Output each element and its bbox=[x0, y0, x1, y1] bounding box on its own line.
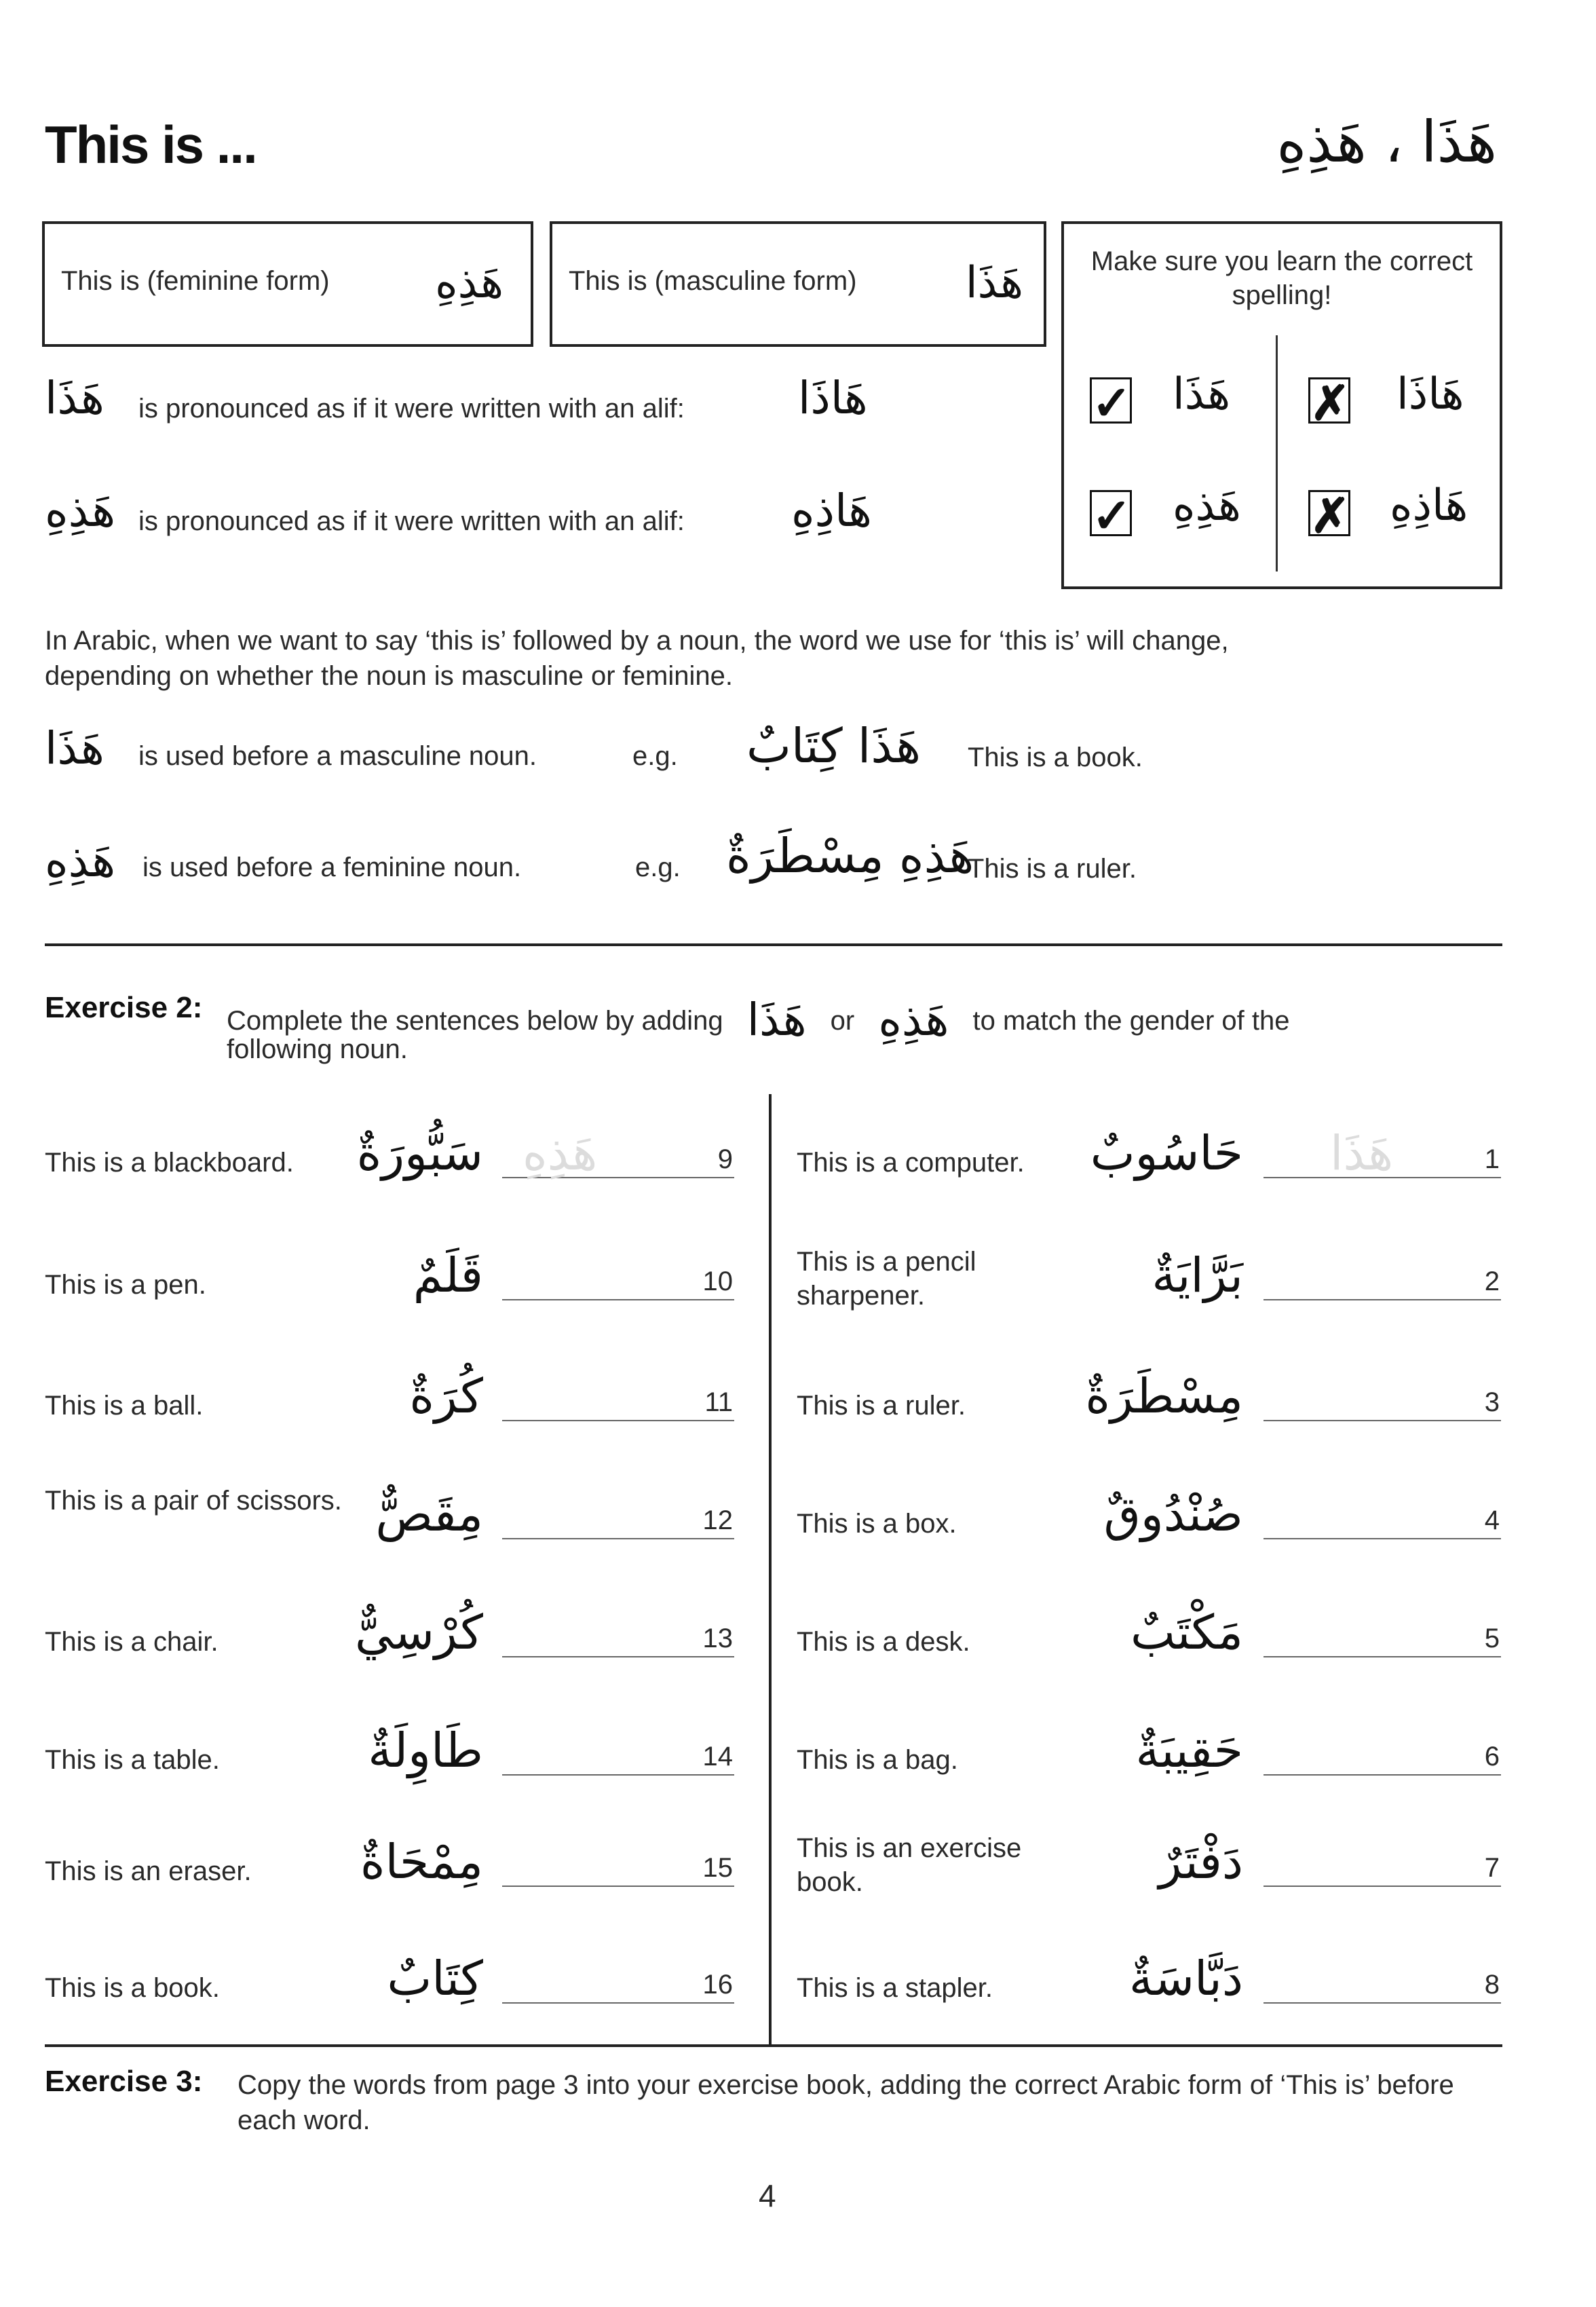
usage-masc-arabic: هَذَا bbox=[45, 722, 104, 774]
pron-masc-text: is pronounced as if it were written with an alif: bbox=[138, 394, 685, 424]
feminine-form-box bbox=[42, 221, 533, 347]
exercise-english: This is a bag. bbox=[797, 1745, 958, 1775]
usage-masc-text: is used before a masculine noun. bbox=[138, 741, 537, 771]
spelling-box bbox=[1061, 221, 1502, 589]
page-title-arabic: هَذَا ، هَذِهِ bbox=[1276, 109, 1497, 175]
exercise-english: This is an exercise book. bbox=[797, 1833, 1022, 1897]
answer-line[interactable] bbox=[1264, 1299, 1501, 1300]
section-divider bbox=[45, 943, 1502, 946]
exercise-english: This is a computer. bbox=[797, 1148, 1025, 1178]
exercise-number: 1 bbox=[1484, 1144, 1500, 1174]
exercise-number: 13 bbox=[702, 1624, 733, 1653]
exercise-english: This is a box. bbox=[797, 1509, 957, 1539]
wrong-spelling-fem: هَاذِهِ bbox=[1390, 481, 1468, 531]
exercise-number: 2 bbox=[1484, 1267, 1500, 1296]
answer-line[interactable] bbox=[1264, 1774, 1501, 1776]
exercise-arabic-noun: طَاوِلَةٌ bbox=[368, 1723, 483, 1778]
spelling-divider bbox=[1276, 335, 1278, 571]
exercise2-or: or bbox=[830, 1006, 855, 1036]
exercise-english: This is a stapler. bbox=[797, 1973, 993, 2003]
exercise-number: 3 bbox=[1484, 1387, 1500, 1417]
exercise-number: 11 bbox=[704, 1387, 733, 1417]
exercise-english: This is a table. bbox=[45, 1745, 220, 1775]
exercise-arabic-noun: حَقِيبَةٌ bbox=[1135, 1723, 1243, 1778]
answer-line[interactable] bbox=[1264, 1656, 1501, 1657]
exercise-number: 7 bbox=[1484, 1853, 1500, 1883]
answer-line[interactable] bbox=[502, 1774, 734, 1776]
answer-line[interactable] bbox=[502, 1420, 734, 1421]
pron-fem-alif: هَاذِهِ bbox=[791, 485, 872, 537]
exercise-english: This is a ball. bbox=[45, 1391, 204, 1421]
exercise-english: This is a book. bbox=[45, 1973, 220, 2003]
correct-spelling-fem: هَذِهِ bbox=[1173, 481, 1241, 531]
exercise-arabic-noun: دَبَّاسَةٌ bbox=[1128, 1951, 1243, 2006]
exercise-arabic-noun: كُرْسِيٌّ bbox=[355, 1605, 483, 1660]
check-icon: ✓ bbox=[1090, 377, 1132, 424]
exercise-arabic-noun: مَكْتَبٌ bbox=[1130, 1605, 1243, 1660]
usage-fem-example-ar: هَذِهِ مِسْطَرَةٌ bbox=[726, 828, 974, 884]
spelling-note: Make sure you learn the correct spelling! bbox=[1090, 246, 1473, 310]
check-icon: ✓ bbox=[1090, 490, 1132, 536]
exercise-number: 10 bbox=[702, 1267, 733, 1296]
exercise-arabic-noun: دَفْتَرٌ bbox=[1158, 1834, 1243, 1890]
example-answer: هَذَا bbox=[1330, 1125, 1394, 1181]
page-title: This is ... bbox=[45, 115, 256, 174]
usage-masc-example-en: This is a book. bbox=[968, 743, 1143, 772]
exercise-arabic-noun: كِتَابٌ bbox=[387, 1951, 483, 2006]
exercise3-instructions: Copy the words from page 3 into your exercise book, adding the correct Arabic form of ‘This is’ before each word. bbox=[238, 2070, 1454, 2135]
pron-fem-text: is pronounced as if it were written with an alif: bbox=[138, 506, 685, 536]
exercise2-ar-fem: هَذِهِ bbox=[878, 994, 949, 1046]
exercise-number: 8 bbox=[1484, 1970, 1500, 2000]
answer-line[interactable] bbox=[502, 2002, 734, 2004]
intro-line-1: In Arabic, when we want to say ‘this is’ followed by a noun, the word we use for ‘this is’ will change, bbox=[45, 626, 1229, 656]
exercise-arabic-noun: مِمْحَاةٌ bbox=[360, 1834, 483, 1890]
exercise-english: This is a pair of scissors. bbox=[45, 1486, 342, 1516]
column-divider bbox=[769, 1094, 772, 2044]
answer-line[interactable] bbox=[502, 1886, 734, 1887]
exercise-number: 12 bbox=[702, 1505, 733, 1535]
intro-paragraph bbox=[45, 623, 1470, 694]
page-number: 4 bbox=[759, 2178, 776, 2213]
exercise-number: 14 bbox=[702, 1742, 733, 1771]
feminine-form-label: This is (feminine form) bbox=[61, 266, 330, 296]
answer-line[interactable] bbox=[1264, 1538, 1501, 1539]
usage-fem-arabic: هَذِهِ bbox=[45, 835, 116, 887]
answer-line[interactable] bbox=[1264, 1420, 1501, 1421]
exercise2-text-part1: Complete the sentences below by adding bbox=[227, 1006, 723, 1036]
exercise-number: 5 bbox=[1484, 1624, 1500, 1653]
exercise2-instructions-line2: following noun. bbox=[227, 1034, 408, 1064]
exercise-english: This is an eraser. bbox=[45, 1856, 252, 1886]
exercise-arabic-noun: مِسْطَرَةٌ bbox=[1085, 1368, 1243, 1424]
exercise-number: 15 bbox=[702, 1853, 733, 1883]
cross-icon: ✗ bbox=[1308, 377, 1350, 424]
exercise2-label: Exercise 2: bbox=[45, 991, 203, 1024]
pron-masc-alif: هَاذَا bbox=[798, 372, 868, 424]
usage-masc-eg: e.g. bbox=[632, 741, 678, 771]
exercise2-text-part2: to match the gender of the bbox=[972, 1006, 1290, 1036]
correct-spelling-masc: هَذَا bbox=[1173, 369, 1231, 419]
masculine-form-box bbox=[550, 221, 1046, 347]
exercise-english: This is a blackboard. bbox=[45, 1148, 294, 1178]
exercise2-ar-masc: هَذَا bbox=[746, 994, 807, 1046]
exercise-arabic-noun: كُرَةٌ bbox=[409, 1368, 483, 1424]
exercise-arabic-noun: مِقَصٌّ bbox=[375, 1486, 483, 1542]
answer-line[interactable] bbox=[1264, 1886, 1501, 1887]
answer-line[interactable] bbox=[1264, 2002, 1501, 2004]
intro-line-2: depending on whether the noun is masculine or feminine. bbox=[45, 661, 733, 691]
answer-line[interactable] bbox=[502, 1538, 734, 1539]
exercise-english: This is a desk. bbox=[797, 1627, 970, 1657]
exercise-english: This is a pen. bbox=[45, 1270, 206, 1300]
exercise3-label: Exercise 3: bbox=[45, 2065, 203, 2098]
section-divider bbox=[45, 2044, 1502, 2047]
exercise-number: 16 bbox=[702, 1970, 733, 2000]
exercise-english: This is a pencil sharpener. bbox=[797, 1247, 976, 1311]
answer-line[interactable] bbox=[502, 1656, 734, 1657]
exercise-number: 9 bbox=[717, 1144, 733, 1174]
cross-icon: ✗ bbox=[1308, 490, 1350, 536]
example-answer: هَذِهِ bbox=[522, 1125, 598, 1181]
masculine-form-arabic: هَذَا bbox=[965, 258, 1023, 308]
exercise-arabic-noun: بَرَّايَةٌ bbox=[1152, 1248, 1243, 1303]
usage-fem-example-en: This is a ruler. bbox=[968, 854, 1137, 884]
pron-masc-arabic: هَذَا bbox=[45, 372, 104, 424]
usage-fem-eg: e.g. bbox=[635, 852, 681, 882]
feminine-form-arabic: هَذِهِ bbox=[435, 258, 504, 308]
exercise-arabic-noun: قَلَمٌ bbox=[413, 1248, 483, 1303]
exercise-arabic-noun: حَاسُوبٌ bbox=[1090, 1125, 1243, 1181]
answer-line[interactable] bbox=[502, 1299, 734, 1300]
exercise-english: This is a ruler. bbox=[797, 1391, 966, 1421]
usage-fem-text: is used before a feminine noun. bbox=[142, 852, 522, 882]
exercise-english: This is a chair. bbox=[45, 1627, 218, 1657]
usage-masc-example-ar: هَذَا كِتَابٌ bbox=[746, 718, 922, 774]
pron-fem-arabic: هَذِهِ bbox=[45, 485, 116, 537]
exercise-arabic-noun: صُنْدُوقٌ bbox=[1103, 1486, 1243, 1542]
exercise-number: 6 bbox=[1484, 1742, 1500, 1771]
exercise-arabic-noun: سَبُّورَةٌ bbox=[356, 1125, 483, 1181]
masculine-form-label: This is (masculine form) bbox=[569, 266, 857, 296]
wrong-spelling-masc: هَاذَا bbox=[1396, 369, 1464, 419]
exercise-number: 4 bbox=[1484, 1505, 1500, 1535]
